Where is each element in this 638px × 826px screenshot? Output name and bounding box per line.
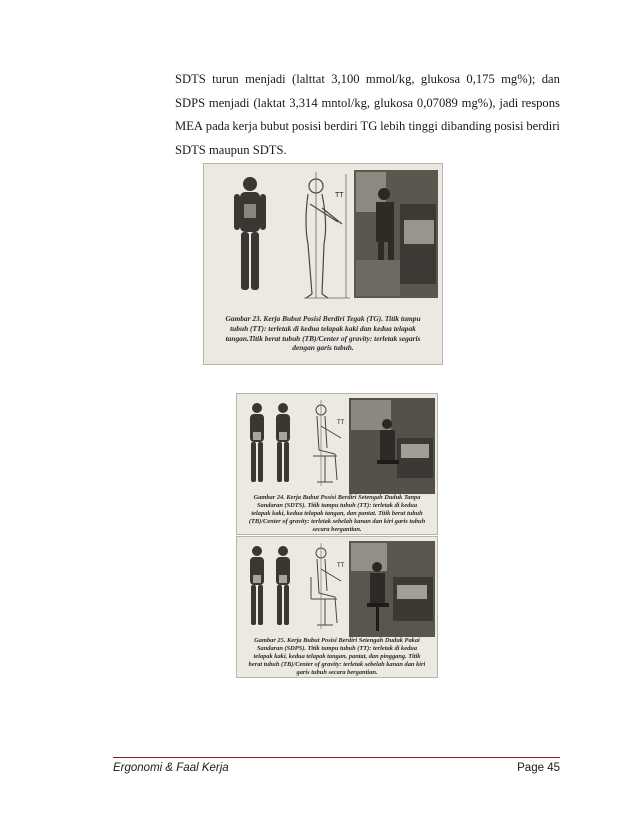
caption-line: Gambar 25. Kerja Bubut Posisi Berdiri Setengah Duduk Pakai — [254, 637, 420, 644]
figure-23-caption — [207, 314, 439, 353]
caption-line: tubuh (TT): terletak di kedua telapak kaki dan kedua telapak — [230, 323, 416, 333]
figure-24-caption — [240, 494, 434, 534]
footer-title: Ergonomi & Faal Kerja — [113, 762, 229, 774]
caption-line: tangan.Titik berat tubuh (TB)/Center of gravity: terletak segaris — [225, 333, 421, 343]
caption-line: (TB)/Center of gravity: terletak sebelah kanan dan kiri garis tubuh — [248, 518, 426, 525]
caption-line: telapak kaki, kedua telapak tangan, dan pantat. Titik berat tubuh — [251, 510, 423, 517]
word: dan — [541, 72, 560, 86]
caption-line: dengan garis tubuh. — [292, 343, 354, 353]
page-number: Page 45 — [517, 762, 560, 774]
figure-25 — [236, 536, 438, 678]
word: 3,100 — [331, 72, 360, 86]
word: jadi respons — [499, 95, 560, 110]
body-paragraph — [175, 68, 560, 162]
caption-line: Gambar 24. Kerja Bubut Posisi Berdiri Setengah Duduk Tanpa — [253, 494, 421, 501]
word: SDTS — [175, 142, 206, 157]
word: glukosa — [373, 95, 414, 110]
text-line-2 — [175, 92, 560, 116]
caption-line: Sandaran (SDPS). Titik tumpu tubuh (TT): terletak di kedua — [256, 645, 418, 652]
word: lebih tinggi dibanding — [380, 119, 492, 133]
caption-line: telapak kaki, kedua telapak tangan, pantat, dan pinggang. Titik — [253, 653, 421, 660]
word: mntol/kg, — [321, 95, 371, 110]
figure-25-caption — [240, 637, 434, 677]
word: SDPS — [175, 95, 206, 110]
caption-line: berat tubuh (TB)/Center of gravity: terletak sebelah kanan dan kiri — [248, 661, 426, 668]
text-line-3 — [175, 115, 560, 139]
word: 3,314 — [289, 95, 318, 110]
word: berdiri — [526, 119, 560, 133]
word: mg%); — [501, 72, 536, 86]
caption-line: garis tubuh secara bergantian. — [296, 669, 378, 676]
word: posisi — [291, 119, 322, 133]
word: 0,175 — [466, 72, 495, 86]
caption-line: secara bergantian. — [312, 526, 362, 533]
word: MEA — [175, 119, 203, 133]
caption-line: Sandaran (SDTS). Titik tumpu tubuh (TT): terletak di kedua — [256, 502, 418, 509]
word: SDTS — [175, 72, 206, 86]
text-line-1 — [175, 68, 560, 92]
figure-25-tt-label: TT — [337, 563, 345, 569]
word: bubut — [260, 119, 290, 133]
word: turun — [212, 72, 239, 86]
figure-24 — [236, 393, 438, 535]
word: (lalttat — [292, 72, 325, 86]
word: kerja — [232, 119, 258, 133]
word: maupun — [208, 142, 250, 157]
word: menjadi — [208, 95, 250, 110]
word: menjadi — [245, 72, 286, 86]
word: berdiri TG — [324, 119, 378, 133]
word: mmol/kg, — [365, 72, 415, 86]
word: posisi — [494, 119, 524, 133]
word: mg%), — [461, 95, 496, 110]
figure-23 — [203, 163, 443, 365]
page-footer — [113, 757, 560, 774]
figure-24-tt-label: TT — [337, 420, 345, 426]
word: pada — [205, 119, 230, 133]
text-line-4 — [175, 139, 560, 163]
word: (laktat — [253, 95, 286, 110]
word: glukosa — [420, 72, 461, 86]
caption-line: Gambar 23. Kerja Bubut Posisi Berdiri Tegak (TG). Titik tumpu — [225, 314, 421, 323]
word: SDTS. — [252, 142, 287, 157]
figure-23-tt-label: TT — [335, 192, 344, 199]
word: 0,07089 — [416, 95, 458, 110]
